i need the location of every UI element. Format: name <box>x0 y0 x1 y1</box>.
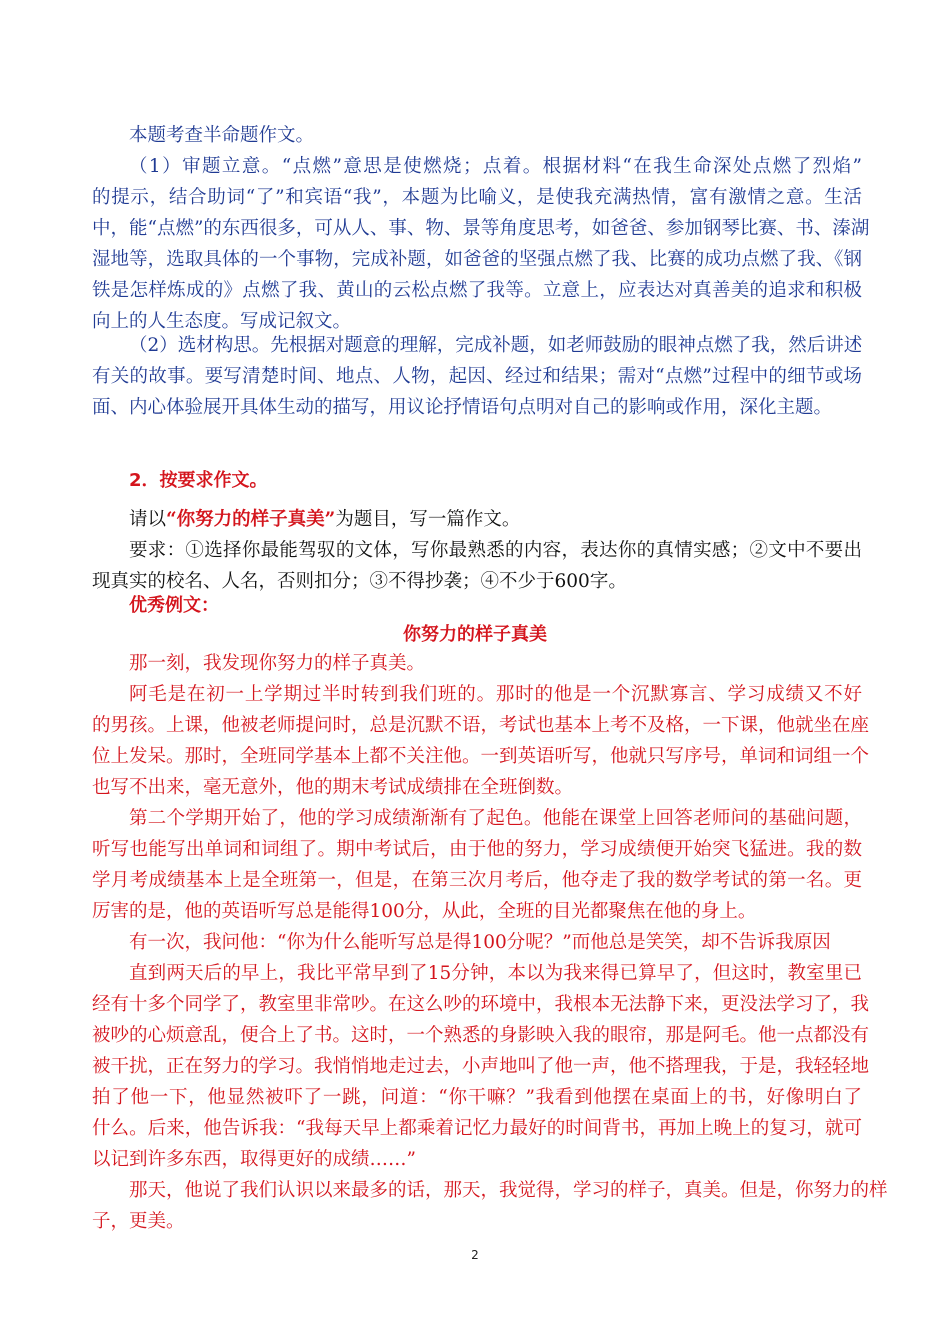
page-number: 2 <box>471 1248 479 1262</box>
essay-line: 位上发呆。那时，全班同学基本上都不关注他。一到英语听写，他就只写序号，单词和词组一个 <box>92 746 870 767</box>
analysis-line: 向上的人生态度。写成记叙文。 <box>92 311 352 332</box>
essay-paragraph <box>92 803 862 927</box>
analysis-intro <box>92 120 862 151</box>
analysis-paragraph-1 <box>92 151 870 337</box>
analysis-line: 面、内心体验展开具体生动的描写，用议论抒情语句点明对自己的影响或作用，深化主题。 <box>92 397 833 418</box>
prompt-suffix: 为题目，写一篇作文。 <box>335 509 521 530</box>
essay-line: 厉害的是，他的英语听写总是能得100分，从此，全班的目光都聚焦在他的身上。 <box>92 901 757 922</box>
essay-line: 学月考成绩基本上是全班第一，但是，在第三次月考后，他夺走了我的数学考试的第一名。更 <box>92 870 862 891</box>
requirement-line: 现真实的校名、人名，否则扣分；③不得抄袭；④不少于600字。 <box>92 571 627 592</box>
essay-body <box>92 648 888 1237</box>
essay-line: 阿毛是在初一上学期过半时转到我们班的。那时的他是一个沉默寡言、学习成绩又不好 <box>129 684 862 705</box>
essay-line: 拍了他一下，他显然被吓了一跳，问道：“你干嘛？”我看到他摆在桌面上的书，好像明白了 <box>92 1087 862 1108</box>
essay-line: 直到两天后的早上，我比平常早到了15分钟，本以为我来得已算早了，但这时，教室里已 <box>129 963 862 984</box>
essay-line: 什么。后来，他告诉我：“我每天早上都乘着记忆力最好的时间背书，再加上晚上的复习，就可 <box>92 1118 862 1139</box>
essay-line: 的男孩。上课，他被老师提问时，总是沉默不语，考试也基本上考不及格，一下课，他就坐在座 <box>92 715 870 736</box>
essay-line: 有一次，我问他：“你为什么能听写总是得100分呢？”而他总是笑笑，却不告诉我原因 <box>129 932 831 953</box>
essay-paragraph <box>92 679 870 803</box>
essay-paragraph <box>92 1175 888 1237</box>
prompt-prefix: 请以 <box>129 509 167 530</box>
analysis-line: 湿地等，选取具体的一个事物，完成补题，如爸爸的坚强点燃了我、比赛的成功点燃了我、《钢 <box>92 249 862 270</box>
essay-line: 被吵的心烦意乱，便合上了书。这时，一个熟悉的身影映入我的眼帘，那是阿毛。他一点都没有 <box>92 1025 870 1046</box>
question-prompt <box>92 504 862 535</box>
essay-title: 你努力的样子真美 <box>403 624 547 645</box>
essay-line: 也写不出来，毫无意外，他的期末考试成绩排在全班倒数。 <box>92 777 574 798</box>
requirement-line: 要求：①选择你最能驾驭的文体，写你最熟悉的内容，表达你的真情实感；②文中不要出 <box>129 540 862 561</box>
essay-line: 以记到许多东西，取得更好的成绩……” <box>92 1149 416 1170</box>
essay-line: 听写也能写出单词和词组了。期中考试后，由于他的努力，学习成绩便开始突飞猛进。我的数 <box>92 839 862 860</box>
analysis-line: （2）选材构思。先根据对题意的理解，完成补题，如老师鼓励的眼神点燃了我，然后讲述 <box>129 335 863 356</box>
analysis-line: 中，能“点燃”的东西很多，可从人、事、物、景等角度思考，如爸爸、参加钢琴比赛、书、溱湖 <box>92 218 870 239</box>
essay-line: 那天，他说了我们认识以来最多的话，那天，我觉得，学习的样子，真美。但是，你努力的样 <box>129 1180 888 1201</box>
essay-paragraph <box>92 927 862 958</box>
essay-line: 子，更美。 <box>92 1211 185 1232</box>
analysis-line: （1）审题立意。“点燃”意思是使燃烧；点着。根据材料“在我生命深处点燃了烈焰” <box>129 156 862 177</box>
analysis-line: 铁是怎样炼成的》点燃了我、黄山的云松点燃了我等。立意上，应表达对真善美的追求和积极 <box>92 280 862 301</box>
question-heading: 2．按要求作文。 <box>129 470 268 491</box>
essay-line: 那一刻，我发现你努力的样子真美。 <box>129 653 426 674</box>
prompt-title: “你努力的样子真美” <box>166 509 336 530</box>
essay-paragraph <box>92 648 862 679</box>
question-requirements <box>92 535 862 597</box>
essay-line: 经有十多个同学了，教室里非常吵。在这么吵的环境中，我根本无法静下来，更没法学习了，我 <box>92 994 870 1015</box>
sample-essay-label: 优秀例文： <box>129 595 219 616</box>
analysis-line: 的提示，结合助词“了”和宾语“我”，本题为比喻义，是使我充满热情，富有激情之意。生活 <box>92 187 862 208</box>
analysis-paragraph-2 <box>92 330 862 423</box>
essay-line: 被干扰，正在努力的学习。我悄悄地走过去，小声地叫了他一声，他不搭理我，于是，我轻轻地 <box>92 1056 870 1077</box>
analysis-intro-line: 本题考查半命题作文。 <box>129 125 315 146</box>
analysis-line: 有关的故事。要写清楚时间、地点、人物，起因、经过和结果；需对“点燃”过程中的细节或场 <box>92 366 862 387</box>
essay-line: 第二个学期开始了，他的学习成绩渐渐有了起色。他能在课堂上回答老师问的基础问题， <box>129 808 862 829</box>
essay-paragraph <box>92 958 870 1175</box>
